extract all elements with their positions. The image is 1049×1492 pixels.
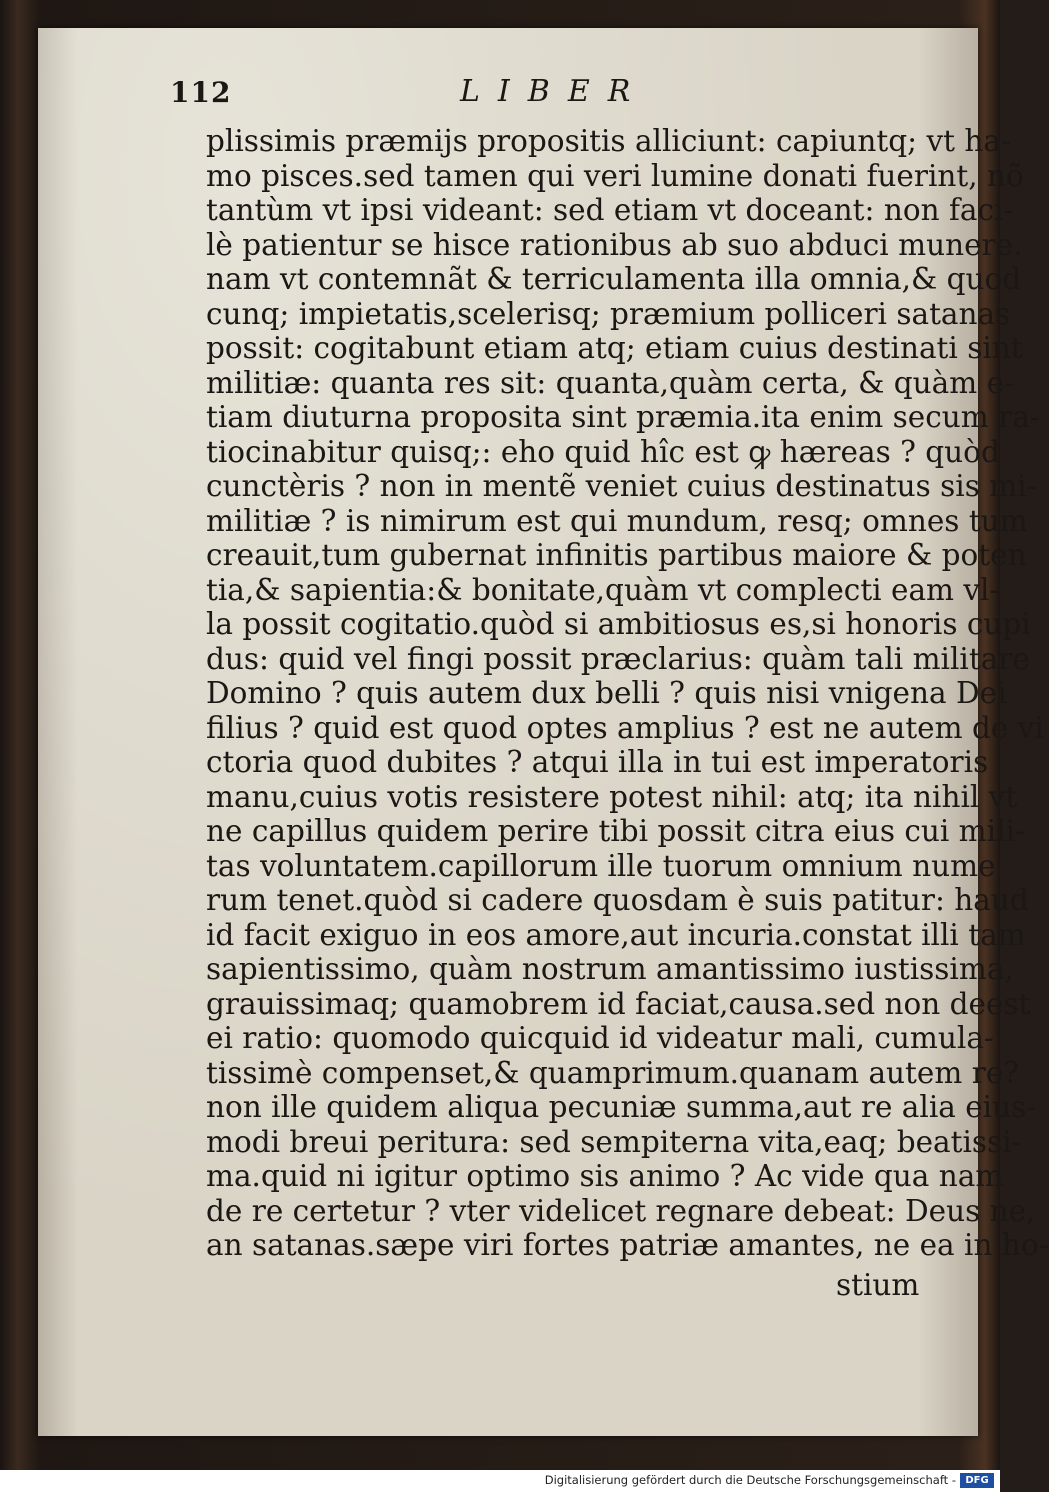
text-line: possit: cogitabunt etiam atq; etiam cuius destinati sint — [206, 331, 1023, 365]
text-line: sapientissimo, quàm nostrum amantissimo iustissima, — [206, 952, 1014, 986]
text-line: lè patientur se hisce rationibus ab suo abduci munere. — [206, 227, 1023, 262]
text-line: an satanas.sæpe viri fortes patriæ amantes, ne ea in ho- — [206, 1228, 1049, 1262]
text-line: tantùm vt ipsi videant: sed etiam vt doceant: non faci- — [206, 193, 1014, 227]
catchword: stium — [836, 1268, 920, 1302]
text-line: filius ? quid est quod optes amplius ? est ne autem de vi — [206, 710, 1044, 745]
text-line: manu,cuius votis resistere potest nihil: atq; ita nihil vt — [206, 779, 1018, 814]
text-line: ei ratio: quomodo quicquid id videatur mali, cumula- — [206, 1021, 994, 1055]
text-line: de re certetur ? vter videlicet regnare debeat: Deus ne, — [206, 1193, 1036, 1228]
footer-bar — [0, 1470, 1000, 1492]
funding-credit: Digitalisierung gefördert durch die Deutsche Forschungsgemeinschaft - — [544, 1473, 956, 1487]
page-number: 112 — [170, 76, 232, 109]
body-text — [206, 124, 1049, 1263]
text-line: dus: quid vel fingi possit præclarius: quàm tali militare — [206, 641, 1030, 676]
text-line: tas voluntatem.capillorum ille tuorum omnium nume — [206, 848, 996, 883]
text-line: tissimè compenset,& quamprimum.quanam autem re? — [206, 1055, 1020, 1090]
text-line: ne capillus quidem perire tibi possit citra eius cui mili- — [206, 814, 1025, 848]
running-title: LIBER — [460, 74, 649, 109]
text-line: Domino ? quis autem dux belli ? quis nisi vnigena Dei — [206, 676, 1007, 710]
text-line: ma.quid ni igitur optimo sis animo ? Ac vide qua nam — [206, 1159, 1004, 1193]
text-line: modi breui peritura: sed sempiterna vita,eaq; beatissi- — [206, 1124, 1022, 1159]
text-line: id facit exiguo in eos amore,aut incuria.constat illi tam — [206, 917, 1026, 952]
text-line: grauissimaq; quamobrem id faciat,causa.sed non deest — [206, 986, 1031, 1021]
text-line: rum tenet.quòd si cadere quosdam è suis patitur: haud — [206, 883, 1029, 917]
text-line: nam vt contemnãt & terriculamenta illa omnia,& quod — [206, 262, 1022, 296]
running-head — [170, 60, 930, 120]
text-line: plissimis præmijs propositis alliciunt: capiuntq; vt ha- — [206, 124, 1011, 158]
text-line: militiæ ? is nimirum est qui mundum, resq; omnes tum — [206, 503, 1028, 538]
text-line: ctoria quod dubites ? atqui illa in tui est imperatoris — [206, 745, 989, 779]
text-line: mo pisces.sed tamen qui veri lumine donati fuerint, nõ — [206, 158, 1024, 193]
text-line: non ille quidem aliqua pecuniæ summa,aut re alia eius- — [206, 1090, 1037, 1124]
text-line: la possit cogitatio.quòd si ambitiosus es,si honoris cupi — [206, 607, 1031, 641]
text-line: tia,& sapientia:& bonitate,quàm vt complecti eam vl- — [206, 572, 1000, 607]
book-page — [38, 28, 1049, 1436]
text-line: cunq; impietatis,scelerisq; præmium polliceri satanas — [206, 296, 1011, 331]
text-line: cunctèris ? non in mentẽ veniet cuius destinatus sis mi- — [206, 469, 1037, 503]
text-line: creauit,tum gubernat infinitis partibus maiore & poten — [206, 538, 1027, 572]
text-line: militiæ: quanta res sit: quanta,quàm certa, & quàm e- — [206, 365, 1014, 400]
dfg-logo-icon: DFG — [960, 1473, 994, 1488]
text-line: tiocinabitur quisq;: eho quid hîc est ꝙ hæreas ? quòd — [206, 434, 1000, 469]
text-line: tiam diuturna proposita sint præmia.ita enim secum ra- — [206, 400, 1040, 434]
